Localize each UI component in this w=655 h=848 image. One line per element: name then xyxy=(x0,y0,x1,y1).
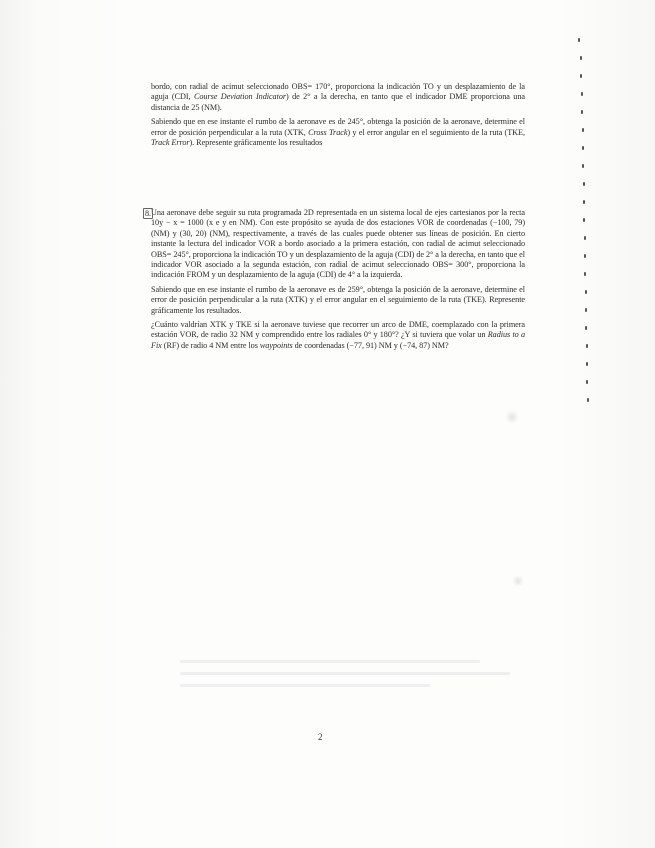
bleed-through-line xyxy=(180,684,430,687)
problem-8-paragraph-1: Una aeronave debe seguir su ruta programada 2D representada en un sistema local de ejes cartesianos por la recta 10y − x = 1000 (x e y en NM). Con este propósito se ayuda de dos estaciones VOR de coordenadas (−100, 79) (NM) y (30, 20) (NM), respectivamente, a través de las cuales puede obtener sus líneas de posición. En cierto instante la lectura del indicador VOR a bordo asociado a la primera estación, con radial de acimut seleccionado OBS= 245°, proporciona la indicación TO y un desplazamiento de la aguja (CDI) de 2° a la derecha, en tanto que el indicador VOR asociado a la segunda estación, con radial de acimut seleccionado OBS= 300°, proporciona la indicación FROM y un desplazamiento de la aguja (CDI) de 4° a la izquierda. xyxy=(151,208,525,280)
scan-mark xyxy=(583,182,585,186)
scan-mark xyxy=(581,110,583,114)
scan-mark xyxy=(584,236,586,240)
scan-mark xyxy=(584,272,586,276)
bleed-through-line xyxy=(180,660,480,663)
scan-smudge xyxy=(512,575,524,587)
scan-mark xyxy=(583,218,585,222)
scan-mark xyxy=(587,398,589,402)
problem-8-paragraph-2: Sabiendo que en ese instante el rumbo de la aeronave es de 259°, obtenga la posición de la aeronave, determine el error de posición perpendicular a la ruta (XTK) y el error angular en el seguimiento de la ruta (TKE). Represente gráficamente los resultados. xyxy=(151,284,525,315)
problem-8 xyxy=(145,208,526,355)
scan-mark xyxy=(582,128,584,132)
scan-mark xyxy=(580,56,582,60)
scan-mark xyxy=(586,380,588,384)
bleed-through-line xyxy=(180,672,510,675)
scan-mark xyxy=(585,308,587,312)
scan-mark xyxy=(585,290,587,294)
scan-mark xyxy=(582,164,584,168)
scan-mark xyxy=(586,344,588,348)
problem-7-paragraph-2: Sabiendo que en ese instante el rumbo de la aeronave es de 245°, obtenga la posición de la aeronave, determine el error de posición perpendicular a la ruta (XTK, Cross Track) y el error angular en el seguimiento de la ruta (TKE, Track Error). Represente gráficamente los resultados xyxy=(151,117,525,148)
scan-mark xyxy=(580,74,582,78)
problem-8-paragraph-3: ¿Cuánto valdrían XTK y TKE si la aeronave tuviese que recorrer un arco de DME, coemplazado con la primera estación VOR, de radio 32 NM y comprendido entre los radiales 0° y 180°? ¿Y si tuviera que volar un Radius to a Fix (RF) de radio 4 NM entre los waypoints de coordenadas (−77, 91) NM y (−74, 87) NM? xyxy=(151,320,526,350)
scan-mark xyxy=(586,362,588,366)
scan-mark xyxy=(578,38,580,42)
scan-mark xyxy=(581,92,583,96)
problem-number: 8. xyxy=(145,209,152,218)
problem-7-paragraph-1: bordo, con radial de acimut seleccionado OBS= 170°, proporciona la indicación TO y un desplazamiento de la aguja (CDI, Course Deviation Indicator) de 2° a la derecha, en tanto que el indicador DME proporciona una distancia de 25 (NM). xyxy=(151,82,525,112)
scan-mark xyxy=(583,200,585,204)
problem-7-continuation xyxy=(151,82,525,152)
page-number: 2 xyxy=(318,732,323,742)
scan-mark xyxy=(582,146,584,150)
scan-mark xyxy=(585,326,587,330)
scan-mark xyxy=(584,254,586,258)
scan-smudge xyxy=(505,410,519,424)
